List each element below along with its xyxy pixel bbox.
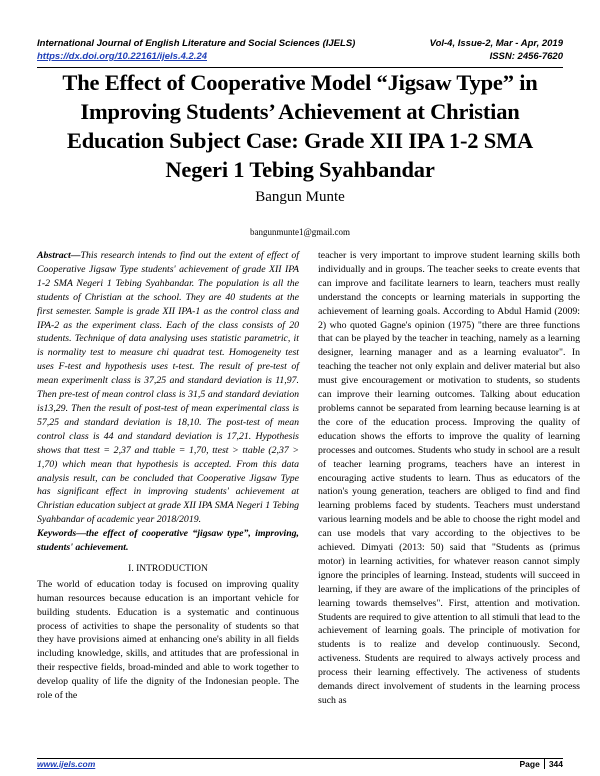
page-indicator [519,757,563,771]
keywords [37,527,299,555]
paper-title: The Effect of Cooperative Model “Jigsaw Type” in Improving Students’ Achievement at Christian Education Subject Case: Grade XII IPA 1-2 SMA Negeri 1 Tebing Syahbandar [62,70,538,182]
right-column [318,249,580,708]
journal-name: International Journal of English Literature and Social Sciences (IJELS) [37,38,356,49]
introduction-continued: teacher is very important to improve student learning skills both individually and in groups. The teacher seeks to create events that can improve and facilitate learners to learn, teachers must really understand the concepts or learning materials in supporting the achievement of learning goals. According to Abdul Hamid (2009: 2) who quoted Gagne's opinion (1975) "there are three functions that can be played by the teacher in teaching, namely as a learning designer, learning manager and as a learning evaluator". In teaching the teacher not only explain and deliver material but also must give encouragement or motivation to students, so students can improve their learning outcomes. Talking about education problems cannot be separated from learning because learning is at the core of the education process. Improving the quality of education shows the efforts to improve the quality of learning processes and outcomes. Students who study in school are a result of teacher learning programs, teachers have an interest in encouraging active students to learn. Thus as educators of the nation's young generation, teachers are obliged to find and find learning problems faced by students. Teachers must understand various learning models and be able to choose the right model and can use models that vary according to the objectives to be achieved. Dimyati (2013: 50) said that "Students as (primus motor) in learning activities, for whatever reason cannot simply ignore the principles of learning. Instead, students will succeed in learning, if they are aware of the implications of the principles of learning towards themselves". First, attention and motivation. Students are required to give attention to all stimuli that lead to the achievement of learning goals. The principle of motivation for students is to realize and develop continuously. Second, activeness. Students are required to always actively process and process their learning effectively. The activeness of students demands direct involvement of students in the learning process such as [318,250,580,706]
author-email: bangunmunte1@gmail.com [249,227,351,237]
keywords-text: the effect of cooperative “jigsaw type”, improving, students' achievement. [37,528,299,554]
journal-website-link[interactable]: www.ijels.com [37,759,96,769]
doi-link[interactable]: https://dx.doi.org/10.22161/ijels.4.2.24 [37,51,208,62]
section-heading-introduction: I. INTRODUCTION [128,563,208,574]
abstract-text: This research intends to find out the extent of effect of Cooperative Jigsaw Type students' achievement of grade XII IPA 1-2 SMA Negeri 1 Tebing Syahbandar. The population is all the students of Christian at the school. They are 40 students at the first semester. Sample is grade XII IPA-1 as the control class and IPA-2 as the experiment class. Each of the class consists of 20 students. Technique of data analysing uses statistic parametric, it is normality test to measure chi quadrat test. Homogeneity test uses F-test and hypothesis uses t-test. The result of pre-test of mean experimenlt class is 37,25 and standard deviation is 11,97. Then pre-test of mean control class is 31,5 and standard deviation is13,29. Then the result of post-test of mean experimental class is 57,25 and standard deviation is 18,10. The post-test of mean control class is 44 and standard deviation is 17,21. Hypothesis shows that ttest = 2,37 and ttable = 1,70, ttest > ttable (2,37 > 1,70) which mean that hypothesis is accepted. From this data analysis result, can be concluded that Cooperative Jigsaw Type has significant effect in improving students' achievement at Christian education subject at grade XII IPA SMA Negeri 1 Tebing Syahbandar of academic year 2018/2019. [37,250,299,526]
page-number: 344 [544,759,563,769]
page-label: Page [519,759,540,769]
author-name: Bangun Munte [255,189,345,205]
journal-header [37,37,563,63]
left-column [37,249,299,703]
keywords-label: Keywords— [37,528,86,540]
issn: ISSN: 2456-7620 [489,51,563,62]
journal-volume: Vol-4, Issue-2, Mar - Apr, 2019 [429,38,563,49]
abstract [37,249,299,527]
introduction-paragraph: The world of education today is focused on improving quality human resources because education is an important vehicle for building students. Education is a systematic and continuous process of activities to shape the personality of students so that they have provisions aimed at enhancing one's ability in all fields including knowledge, skills, and attitudes that are professional in their respective fields, broad-minded and able to work together to develop quality of life the dignity of the Indonesian people. The role of the [37,578,299,702]
abstract-label: Abstract— [37,250,81,261]
page-footer [37,757,563,771]
